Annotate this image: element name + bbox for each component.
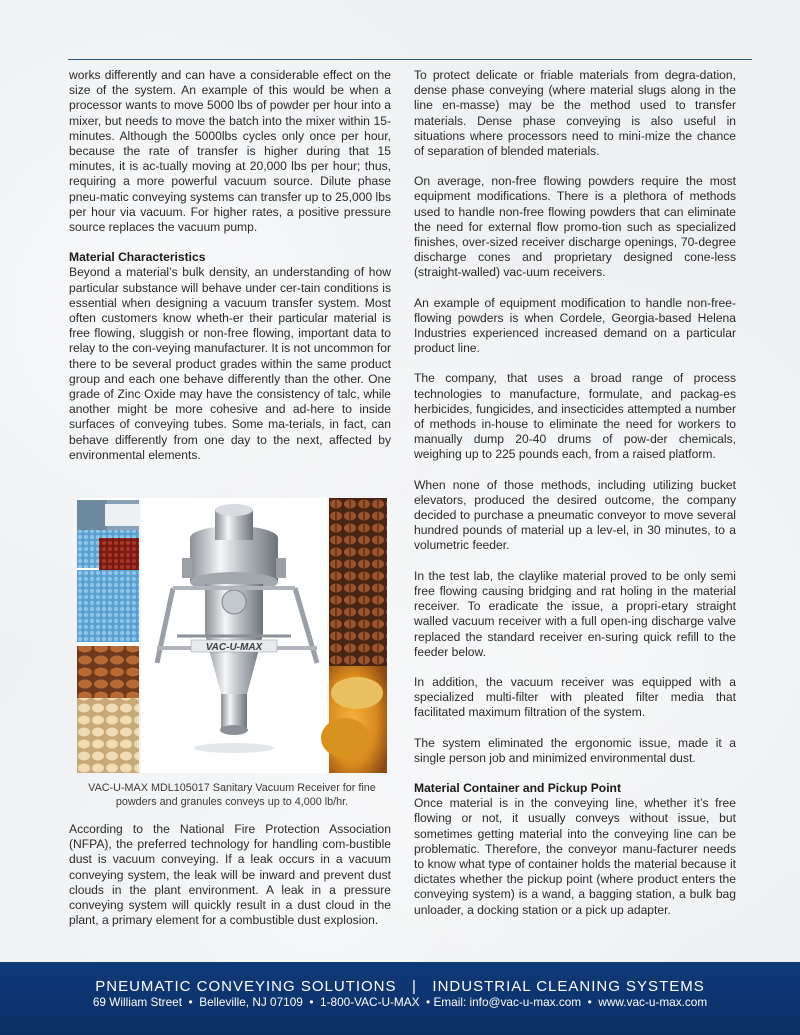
right-column [414,68,736,933]
paragraph-material-characteristics: Beyond a material’s bulk density, an understanding of how particular substance will behave under cer-tain conditions is essential when designing a vacuum transfer system. Most often customers know wheth-er their particular material is free flowing, sluggish or non-free flowing, important data to relay to the con-veying manufacturer. It is not uncommon for there to be several product grades within the same product group and each one behave differently than the other. One grade of Zinc Oxide may have the consistency of talc, while another might be more cohesive and ad-here to inside surfaces of conveying tubes. Some ma-terials, in fact, can behave differently from one day to the next, affected by environmental elements. [69,265,391,462]
paragraph-container-pickup: Once material is in the conveying line, whether it’s free flowing or not, it usually conveys without issue, but sometimes getting material into the conveying line can be problematic. Therefore, the conveyor manu-facturer needs to know what type of container holds the material because it dictates whether the pickup point (where product enters the conveying system) is a wand, a bagging station, a bulk bag unloader, a docking station or a pick up adapter. [414,796,736,917]
paragraph-pneumatic-conveyor: When none of those methods, including utilizing bucket elevators, produced the desired outcome, the company decided to purchase a pneumatic conveyor to move several hundred pounds of material up a lev-el, in 30 minutes, to a volumetric feeder. [414,477,736,553]
equipment-logo: VAC-U-MAX [205,642,263,653]
paragraph-transfer-rate: works differently and can have a considerable effect on the size of the system. An example of this would be when a processor wants to move 5000 lbs of powder per hour into a mixer, but needs to move the batch into the mixer within 15-minutes. Although the 5000lbs cycles only once per hour, because the rate of transfer is higher during that 15 minutes, it is ac-tually moving at 20,000 lbs per hour; thus, requiring a more powerful vacuum source. Dilute phase pneu-matic conveying systems can transfer up to 25,000 lbs per hour via vacuum. For higher rates, a positive pressure source replaces the vacuum pump. [69,68,391,235]
paragraph-dense-phase: To protect delicate or friable materials from degra-dation, dense phase conveying (where material slugs along in the line en-masse) may be the method used to transfer materials. Dense phase conveying is also useful in situations where processors need to mini-mize the chance of separation of blended materials. [414,68,736,159]
footer-contact-info: 69 William Street • Belleville, NJ 07109 • 1-800-VAC-U-MAX • Email: info@vac-u-max.com • www.vac-u-max.com [92,995,708,1009]
paragraph-ergonomic: The system eliminated the ergonomic issue, made it a single person job and minimized environmental dust. [414,735,736,765]
product-photo-collage [77,498,387,773]
paragraph-nfpa: According to the National Fire Protection Association (NFPA), the preferred technology for handling com-bustible dust is vacuum conveying. If a leak occurs in a vacuum conveying system, the leak will be inward and prevent dust clouds in the plant environment. A leak in a pressure conveying system will quickly result in a dust cloud in the plant, a primary element for a combustible dust explosion. [69,822,391,928]
heading-material-characteristics: Material Characteristics [69,250,206,265]
paragraph-helena-example: An example of equipment modification to handle non-free-flowing powders is when Cordele, Georgia-based Helena Industries experienced increased demand on a particular product line. [414,295,736,356]
left-column-bottom [69,822,391,943]
footer-tagline: PNEUMATIC CONVEYING SOLUTIONS | INDUSTRIAL CLEANING SYSTEMS [95,978,705,995]
top-rule [68,59,752,60]
heading-container-pickup: Material Container and Pickup Point [414,780,621,795]
paragraph-non-free-flowing: On average, non-free flowing powders require the most equipment modifications. There is a plethora of methods used to handle non-free flowing powders that can eliminate the need for external flow promo-tion such as specialized finishes, over-sized receiver discharge openings, 70-degree discharge cones and proprietary designed cone-less (straight-walled) vac-uum receivers. [414,174,736,280]
left-column-top [69,68,391,478]
figure-caption: VAC-U-MAX MDL105017 Sanitary Vacuum Receiver for fine powders and granules conveys up to 4,000 lb/hr. [88,782,376,808]
paragraph-company-methods: The company, that uses a broad range of process technologies to manufacture, formulate, and packag-es herbicides, fungicides, and insecticides attempted a number of methods in-house to eliminate the need for workers to manually dump 20-40 drums of pow-der chemicals, weighing up to 225 pounds each, from a raised platform. [414,371,736,462]
footer-bar [0,962,800,1035]
collage-image [77,498,387,773]
paragraph-multi-filter: In addition, the vacuum receiver was equipped with a specialized multi-filter with pleated filter media that facilitated maximum filtration of the system. [414,674,736,720]
paragraph-test-lab: In the test lab, the claylike material proved to be only semi free flowing causing bridging and rat holing in the material receiver. To eradicate the issue, a propri-etary straight walled vacuum receiver with a full open-ing discharge valve replaced the standard receiver en-suring quick refill to the feeder below. [414,568,736,659]
